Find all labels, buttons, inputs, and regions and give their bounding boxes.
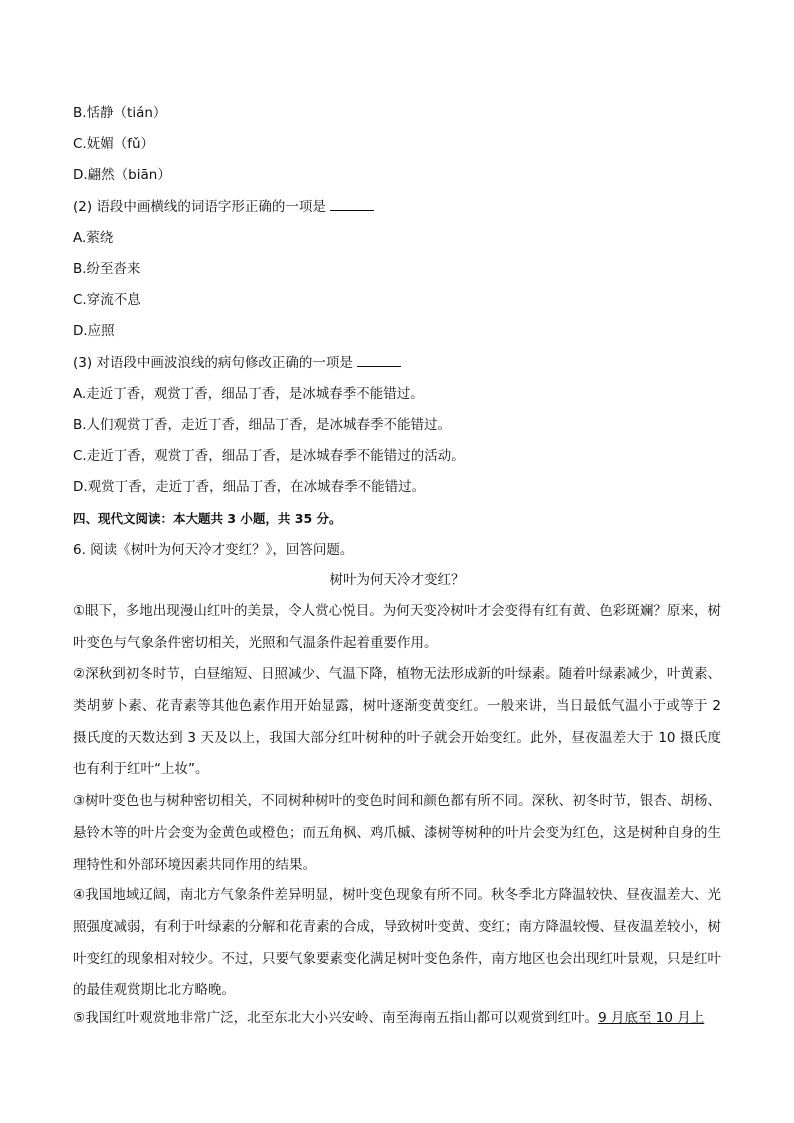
section-heading: 四、现代文阅读：本大题共 3 小题，共 35 分。 bbox=[73, 511, 342, 526]
q3-stem-line bbox=[73, 353, 401, 373]
paragraph-5 bbox=[73, 1003, 721, 1035]
q2-option-b: B.纷至沓来 bbox=[73, 261, 141, 277]
q1-option-b: B.恬静（tián） bbox=[73, 105, 167, 121]
paragraph-2: ②深秋到初冬时节，白昼缩短、日照减少、气温下降，植物无法形成新的叶绿素。随着叶绿素减少，叶黄素、类胡萝卜素、花青素等其他色素作用开始显露，树叶逐渐变黄变红。一般来讲，当日最低气温小于或等于 2 摄氏度的天数达到 3 天及以上，我国大部分红叶树种的叶子就会开始变红。此外，昼夜温差大于 10 摄氏度也有利于红叶“上妆”。 bbox=[73, 666, 721, 778]
underlined-phrase: 9 月底至 10 月上 bbox=[598, 1010, 705, 1026]
q3-option-c: C.走近丁香，观赏丁香，细品丁香，是冰城春季不能错过的活动。 bbox=[73, 448, 465, 464]
q3-stem: (3) 对语段中画波浪线的病句修改正确的一项是 bbox=[73, 355, 353, 371]
q2-option-a: A.萦绕 bbox=[73, 230, 114, 246]
q2-option-c: C.穿流不息 bbox=[73, 292, 141, 308]
q1-option-d: D.翩然（biān） bbox=[73, 167, 171, 183]
answer-blank bbox=[357, 354, 401, 367]
q2-stem-line bbox=[73, 197, 374, 217]
q3-option-d: D.观赏丁香，走近丁香，细品丁香，在冰城春季不能错过。 bbox=[73, 479, 426, 495]
q2-stem: (2) 语段中画横线的词语字形正确的一项是 bbox=[73, 199, 326, 215]
q2-option-d: D.应照 bbox=[73, 323, 115, 339]
paragraph-1: ①眼下，多地出现漫山红叶的美景，令人赏心悦目。为何天变冷树叶才会变得有红有黄、色彩斑斓？原来，树叶变色与气象条件密切相关，光照和气温条件起着重要作用。 bbox=[73, 603, 721, 651]
q3-option-b: B.人们观赏丁香，走近丁香，细品丁香，是冰城春季不能错过。 bbox=[73, 417, 452, 433]
q1-option-c: C.妩媚（fǔ） bbox=[73, 136, 155, 152]
q3-option-a: A.走近丁香，观赏丁香，细品丁香，是冰城春季不能错过。 bbox=[73, 386, 424, 402]
paragraph-5-text: ⑤我国红叶观赏地非常广泛，北至东北大小兴安岭、南至海南五指山都可以观赏到红叶。 bbox=[73, 1010, 599, 1026]
q6-intro: 6. 阅读《树叶为何天冷才变红？》，回答问题。 bbox=[73, 542, 354, 558]
answer-blank bbox=[330, 198, 374, 211]
paragraph-3: ③树叶变色也与树种密切相关，不同树种树叶的变色时间和颜色都有所不同。深秋、初冬时节，银杏、胡杨、悬铃木等的叶片会变为金黄色或橙色；而五角枫、鸡爪槭、漆树等树种的叶片会变为红色，这是树种自身的生理特性和外部环境因素共同作用的结果。 bbox=[73, 793, 721, 873]
article-title: 树叶为何天冷才变红？ bbox=[329, 572, 465, 588]
paragraph-4: ④我国地域辽阔，南北方气象条件差异明显，树叶变色现象有所不同。秋冬季北方降温较快、昼夜温差大、光照强度减弱，有利于叶绿素的分解和花青素的合成，导致树叶变黄、变红；南方降温较慢、昼夜温差较小，树叶变红的现象相对较少。不过，只要气象要素变化满足树叶变色条件，南方地区也会出现红叶景观，只是红叶的最佳观赏期比北方略晚。 bbox=[73, 887, 721, 999]
